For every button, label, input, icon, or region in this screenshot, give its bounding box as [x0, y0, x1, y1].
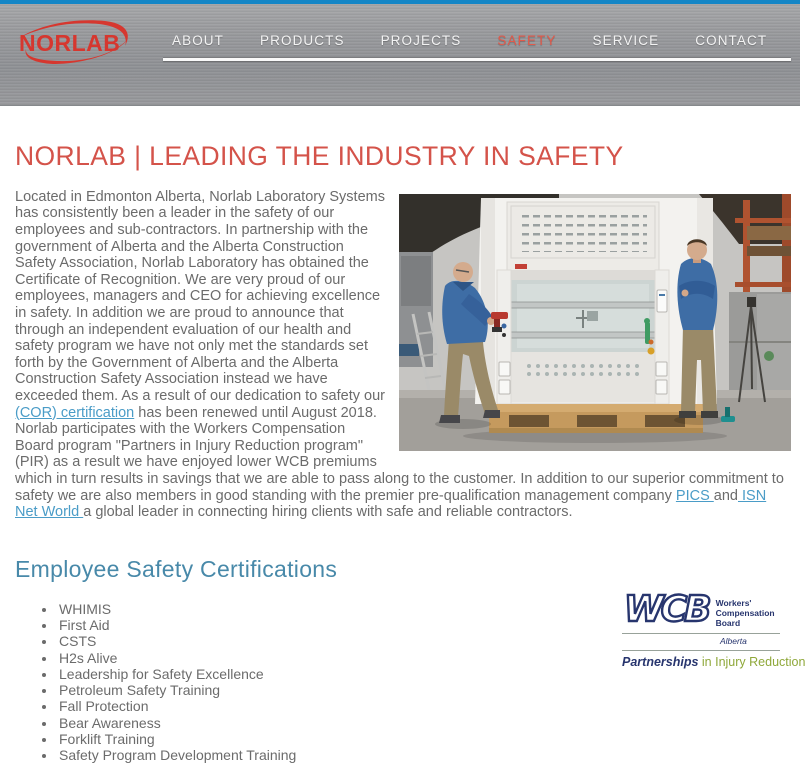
intro-text-2: has been renewed until August 2018. Norlab participates with the Workers Compensation Board program "Partners in Injury Reduction program" (PIR) as a result we have enjoyed lower WCB premiums which in turn results in savings that we are able to pass along to the customer. In addition to our superior commitment to safety we are also members in good standing with the premier pre-qualification management company	[15, 404, 784, 504]
site-header	[0, 0, 800, 106]
certifications-section	[15, 583, 805, 764]
list-item: • Petroleum Safety Training	[57, 682, 622, 698]
nav-projects[interactable]: PROJECTS	[380, 33, 462, 48]
nav-safety[interactable]: SAFETY	[497, 33, 557, 48]
wcb-divider	[622, 633, 780, 634]
list-item: • Safety Program Development Training	[57, 747, 622, 763]
intro-text-1: Located in Edmonton Alberta, Norlab Laboratory Systems has consistently been a leader in the safety of our employees and sub-contractors. In partnership with the government of Alberta and the Alberta Construction Safety Association, Norlab Laboratory has obtained the Certificate of Recognition. We are very proud of our employees, managers and CEO for achieving excellence in safety. In addition we are proud to announce that through an independent evaluation of our health and safety program we have not only met the standards set forth by the Government of Alberta and the Alberta Construction Safety Association instead we have exceeded them. As a result of our dedication to safety our	[15, 188, 385, 404]
wcb-tagline-bold: Partnerships	[622, 654, 699, 669]
list-item: • CSTS	[57, 633, 622, 649]
wcb-divider	[622, 650, 780, 651]
page-title: NORLAB | LEADING THE INDUSTRY IN SAFETY	[15, 141, 624, 171]
list-item: • Bear Awareness	[57, 715, 622, 731]
wcb-org-name	[716, 597, 775, 629]
list-item: • H2s Alive	[57, 650, 622, 666]
nav-service[interactable]: SERVICE	[592, 33, 660, 48]
wcb-logo	[622, 588, 805, 669]
list-item: • First Aid	[57, 617, 622, 633]
list-item: • Leadership for Safety Excellence	[57, 666, 622, 682]
norlab-logo[interactable]	[13, 16, 133, 71]
pics-link[interactable]: PICS	[675, 487, 714, 504]
wcb-acronym: WCB	[624, 588, 709, 630]
list-item: • Forklift Training	[57, 731, 622, 747]
wcb-region: Alberta	[719, 635, 747, 646]
intro-text-3: and	[713, 487, 738, 504]
wcb-tagline-rest: in Injury Reduction	[698, 654, 805, 669]
wcb-org-line: Workers'	[715, 597, 752, 608]
certifications-list	[15, 601, 622, 764]
warehouse-photo-illustration	[399, 194, 791, 451]
intro-text-4: a global leader in connecting hiring clients with safe and reliable contractors.	[83, 504, 573, 521]
certifications-heading: Employee Safety Certifications	[15, 555, 338, 582]
isn-networld-link[interactable]: ISN Net World	[15, 487, 767, 521]
safety-photo	[399, 194, 791, 451]
top-accent-strip	[0, 0, 800, 4]
nav-products[interactable]: PRODUCTS	[260, 33, 345, 48]
wcb-org-line: Compensation	[715, 608, 775, 619]
nav-contact[interactable]: CONTACT	[695, 33, 768, 48]
wcb-tagline	[622, 654, 805, 669]
norlab-logo-swoosh	[13, 16, 133, 66]
cor-certification-link[interactable]: (COR) certification	[15, 404, 135, 421]
main-content	[0, 141, 805, 764]
intro-paragraph	[15, 189, 791, 521]
nav-about[interactable]: ABOUT	[172, 33, 225, 48]
svg-text:NORLAB: NORLAB	[19, 30, 121, 56]
wcb-org-line: Board	[715, 618, 741, 629]
list-item: • Fall Protection	[57, 698, 622, 714]
list-item: • WHIMIS	[57, 601, 622, 617]
main-nav	[172, 33, 767, 48]
nav-underline	[163, 58, 791, 61]
